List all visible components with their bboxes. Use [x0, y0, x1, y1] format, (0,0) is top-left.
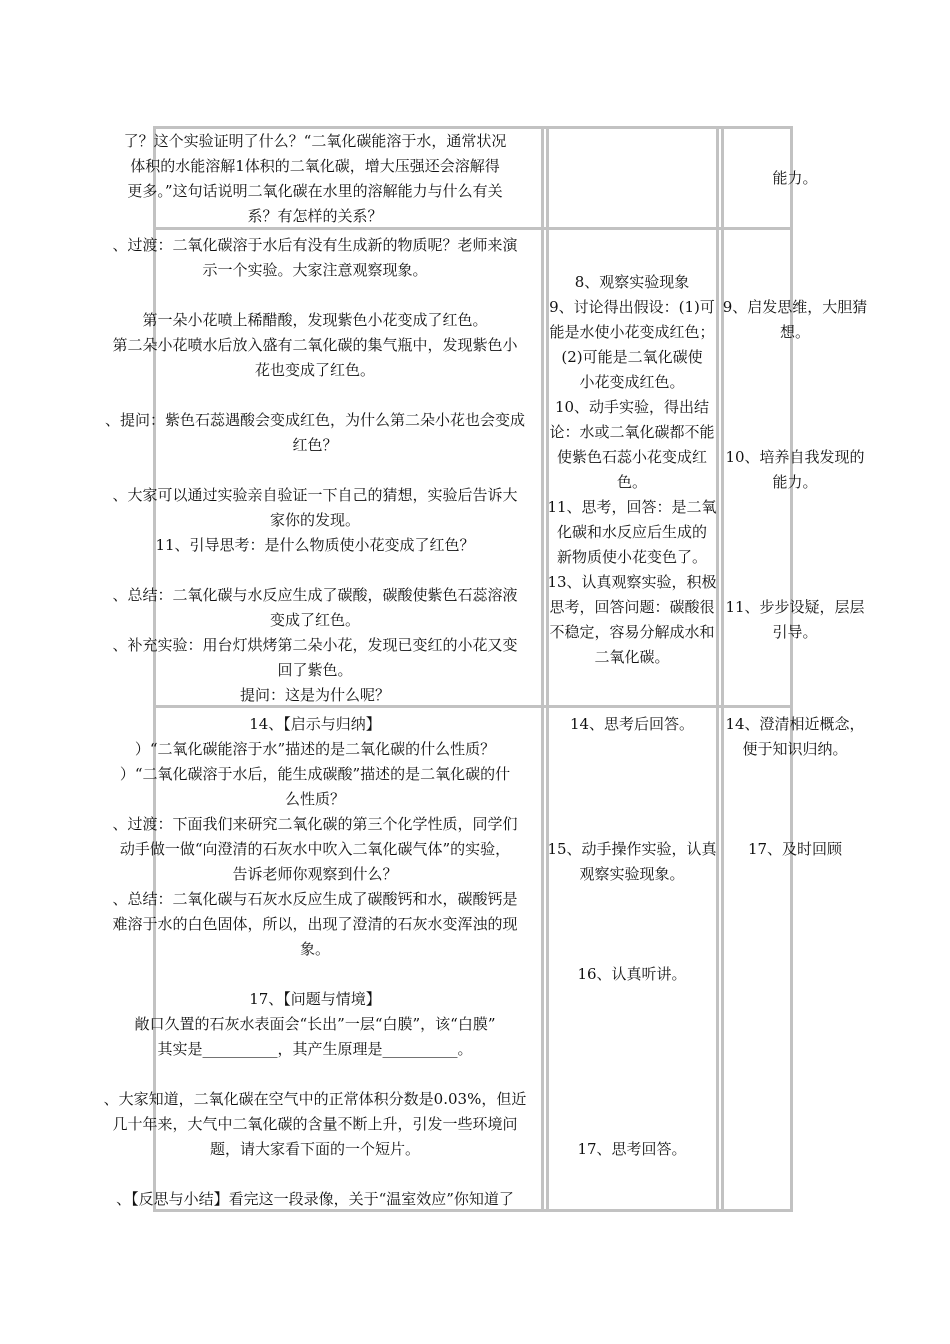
text-line: 小花变成红色。: [579, 373, 685, 391]
row1-design-intent: [719, 166, 871, 191]
text-line: (2)可能是二氧化碳使: [561, 348, 703, 366]
text-line: 思考，回答问题：碳酸很: [549, 598, 715, 616]
text-line: 难溶于水的白色固体，所以，出现了澄清的石灰水变浑浊的现: [112, 915, 518, 933]
blank-line: [719, 370, 871, 395]
text-line: 想。: [779, 323, 810, 341]
row3-teacher-activity: [84, 712, 546, 1212]
text-line: 14、【启示与归纳】: [249, 715, 381, 733]
text-line: 、大家知道，二氧化碳在空气中的正常体积分数是0.03%，但近: [103, 1090, 527, 1108]
text-line: 16、认真听讲。: [577, 965, 687, 983]
blank-line: [719, 420, 871, 445]
text-line: 9、启发思维，大胆猜: [722, 298, 868, 316]
text-line: 更多。”这句话说明二氧化碳在水里的溶解能力与什么有关: [127, 182, 503, 200]
blank-line: [84, 1062, 546, 1087]
row2-student-activity: [540, 270, 724, 670]
blank-line: [540, 912, 724, 937]
text-line: 10、培养自我发现的: [725, 448, 865, 466]
blank-line: [540, 1037, 724, 1062]
blank-line: [719, 395, 871, 420]
blank-line: [719, 520, 871, 545]
blank-line: [540, 1062, 724, 1087]
text-line: 17、及时回顾: [747, 840, 843, 858]
text-line: 能力。: [772, 169, 818, 187]
row3-design-intent: [719, 712, 871, 862]
text-line: ）“二氧化碳溶于水后，能生成碳酸”描述的是二氧化碳的什: [119, 765, 511, 783]
text-line: 家你的发现。: [269, 511, 360, 529]
text-line: 11、步步设疑，层层: [725, 598, 865, 616]
blank-line: [719, 345, 871, 370]
blank-line: [84, 283, 546, 308]
text-line: 、过渡：二氧化碳溶于水后有没有生成新的物质呢？老师来演: [112, 236, 518, 254]
text-line: 新物质使小花变色了。: [556, 548, 707, 566]
blank-line: [540, 1012, 724, 1037]
text-line: 么性质？: [284, 790, 345, 808]
text-line: 系？有怎样的关系？: [247, 207, 383, 225]
text-line: 11、思考，回答：是二氧: [547, 498, 717, 516]
blank-line: [540, 737, 724, 762]
text-line: 、大家可以通过实验亲自验证一下自己的猜想，实验后告诉大: [112, 486, 518, 504]
text-line: 敞口久置的石灰水表面会“长出”一层“白膜”，该“白膜”: [134, 1015, 496, 1033]
text-line: 第一朵小花喷上稀醋酸，发现紫色小花变成了红色。: [142, 311, 488, 329]
text-line: 、过渡：下面我们来研究二氧化碳的第三个化学性质，同学们: [112, 815, 518, 833]
text-line: 便于知识归纳。: [742, 740, 848, 758]
row2-design-intent: [719, 295, 871, 645]
text-line: 9、讨论得出假设：(1)可: [549, 298, 715, 316]
text-line: 10、动手实验，得出结: [554, 398, 710, 416]
blank-line: [719, 495, 871, 520]
text-line: 提问：这是为什么呢？: [239, 686, 390, 704]
blank-line: [719, 812, 871, 837]
blank-line: [719, 762, 871, 787]
text-line: 、总结：二氧化碳与石灰水反应生成了碳酸钙和水，碳酸钙是: [112, 890, 518, 908]
blank-line: [540, 1112, 724, 1137]
row2-teacher-activity: [84, 233, 546, 708]
text-line: 能是水使小花变成红色；: [549, 323, 715, 341]
text-line: ）“二氧化碳能溶于水”描述的是二氧化碳的什么性质？: [134, 740, 496, 758]
text-line: 17、【问题与情境】: [249, 990, 381, 1008]
text-line: 体积的水能溶解1体积的二氧化碳，增大压强还会溶解得: [130, 157, 500, 175]
blank-line: [540, 937, 724, 962]
blank-line: [540, 987, 724, 1012]
text-line: 其实是__________，其产生原理是__________。: [157, 1040, 473, 1058]
text-line: 第二朵小花喷水后放入盛有二氧化碳的集气瓶中，发现紫色小: [112, 336, 518, 354]
text-line: 动手做一做“向澄清的石灰水中吹入二氧化碳气体”的实验，: [119, 840, 511, 858]
text-line: 变成了红色。: [269, 611, 360, 629]
text-line: 、总结：二氧化碳与水反应生成了碳酸，碳酸使紫色石蕊溶液: [112, 586, 518, 604]
row1-teacher-activity: [84, 129, 546, 229]
text-line: 论：水或二氧化碳都不能: [549, 423, 715, 441]
text-line: 象。: [299, 940, 330, 958]
text-line: 使紫色石蕊小花变成红: [556, 448, 707, 466]
text-line: 、补充实验：用台灯烘烤第二朵小花，发现已变红的小花又变: [112, 636, 518, 654]
blank-line: [84, 1162, 546, 1187]
text-line: 不稳定，容易分解成水和: [549, 623, 715, 641]
blank-line: [540, 1087, 724, 1112]
text-line: 8、观察实验现象: [574, 273, 690, 291]
text-line: 题，请大家看下面的一个短片。: [209, 1140, 420, 1158]
blank-line: [540, 887, 724, 912]
blank-line: [84, 962, 546, 987]
text-line: 17、思考回答。: [577, 1140, 687, 1158]
blank-line: [540, 812, 724, 837]
blank-line: [84, 558, 546, 583]
text-line: 化碳和水反应后生成的: [556, 523, 707, 541]
text-line: 几十年来，大气中二氧化碳的含量不断上升，引发一些环境问: [112, 1115, 518, 1133]
text-line: 花也变成了红色。: [254, 361, 375, 379]
blank-line: [540, 787, 724, 812]
text-line: 、【反思与小结】看完这一段录像，关于“温室效应”你知道了: [116, 1190, 514, 1208]
text-line: 二氧化碳。: [594, 648, 670, 666]
text-line: 回了紫色。: [277, 661, 353, 679]
text-line: 红色？: [292, 436, 338, 454]
text-line: 、提问：紫色石蕊遇酸会变成红色，为什么第二朵小花也会变成: [104, 411, 525, 429]
text-line: 了？这个实验证明了什么？“二氧化碳能溶于水，通常状况: [123, 132, 507, 150]
text-line: 色。: [616, 473, 647, 491]
blank-line: [84, 383, 546, 408]
blank-line: [540, 762, 724, 787]
text-line: 15、动手操作实验，认真: [547, 840, 717, 858]
blank-line: [719, 545, 871, 570]
blank-line: [719, 570, 871, 595]
text-line: 14、思考后回答。: [569, 715, 695, 733]
text-line: 14、澄清相近概念，: [725, 715, 865, 733]
text-line: 能力。: [772, 473, 818, 491]
row3-student-activity: [540, 712, 724, 1162]
blank-line: [719, 787, 871, 812]
blank-line: [84, 458, 546, 483]
text-line: 13、认真观察实验，积极: [547, 573, 717, 591]
text-line: 告诉老师你观察到什么？: [232, 865, 398, 883]
text-line: 11、引导思考：是什么物质使小花变成了红色？: [155, 536, 475, 554]
text-line: 引导。: [772, 623, 818, 641]
text-line: 示一个实验。大家注意观察现象。: [202, 261, 428, 279]
text-line: 观察实验现象。: [579, 865, 685, 883]
